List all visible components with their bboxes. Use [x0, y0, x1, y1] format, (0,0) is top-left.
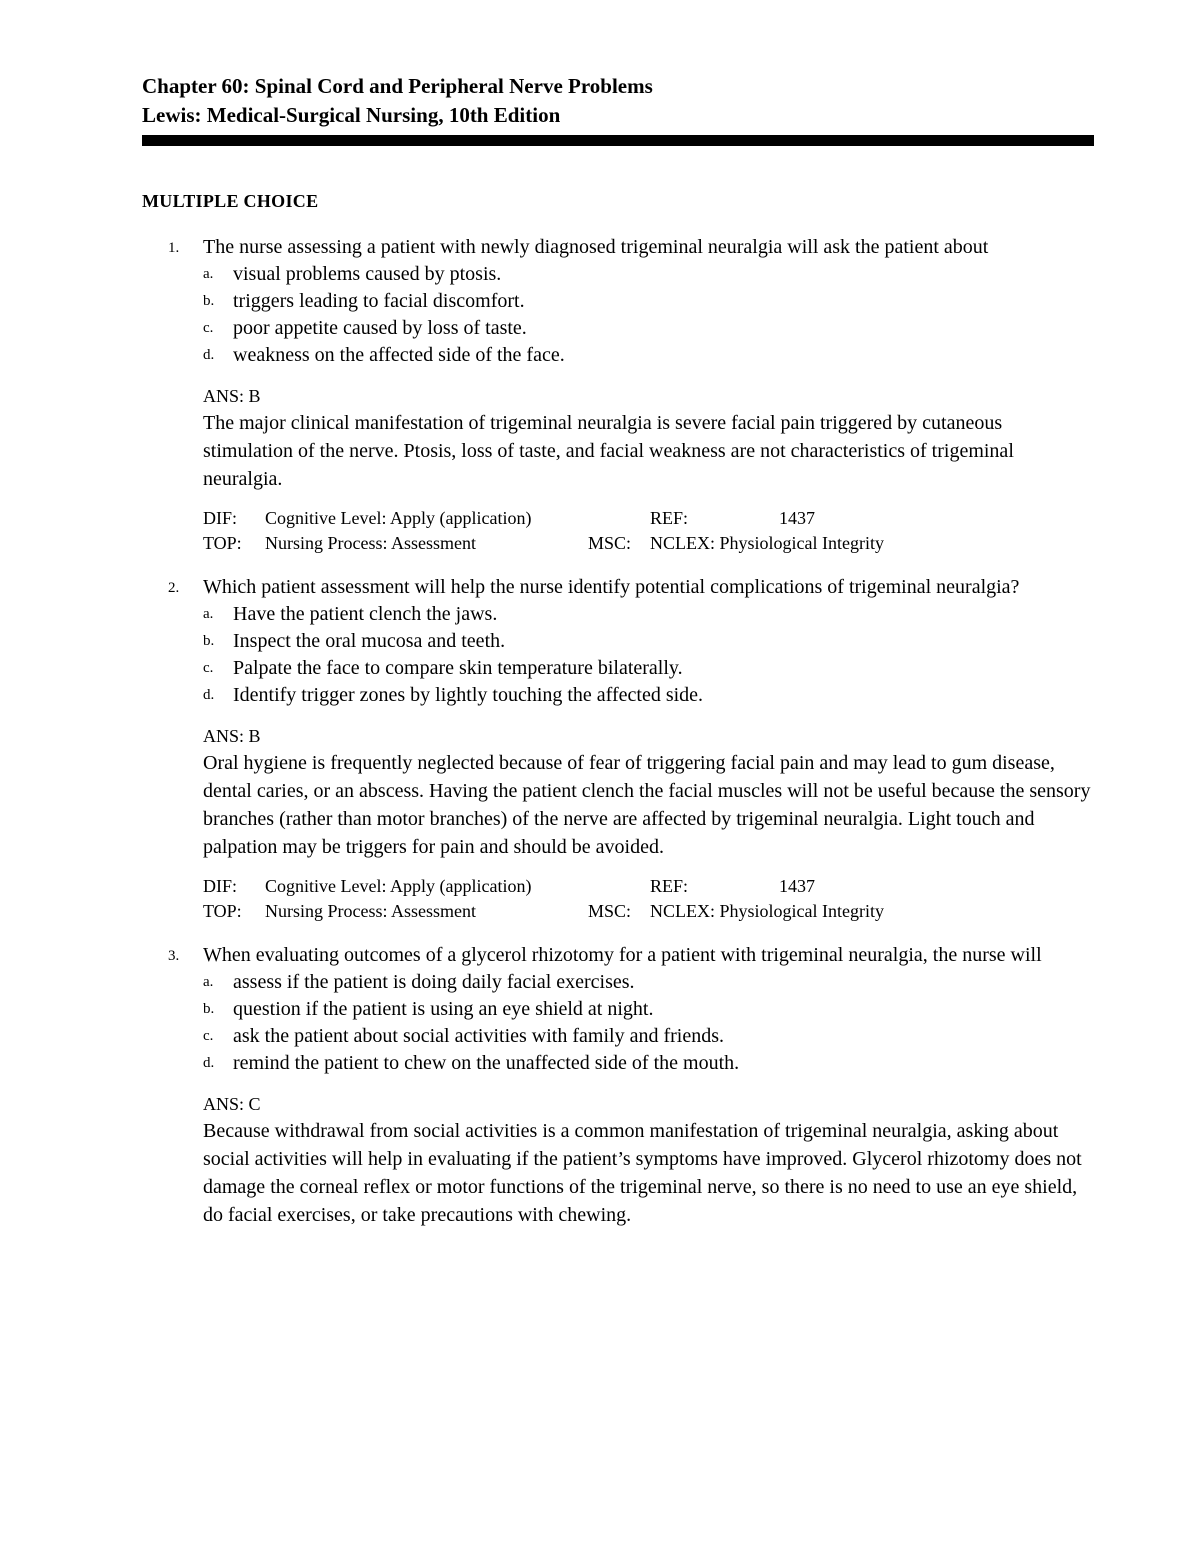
choice-text: ask the patient about social activities with family and friends.	[233, 1025, 724, 1047]
msc-label: MSC:	[588, 901, 632, 921]
choice-b	[203, 996, 1094, 1023]
answer-key: ANS: B	[203, 726, 261, 746]
choice-letter: b.	[203, 633, 215, 649]
ref-value: 1437	[779, 876, 815, 896]
choice-letter: a.	[203, 974, 214, 990]
choice-a	[203, 969, 1094, 996]
answer-choices	[203, 969, 1094, 1077]
choice-a	[203, 261, 1094, 288]
document-page	[142, 72, 1094, 1229]
choice-text: Identify trigger zones by lightly touching the affected side.	[233, 684, 704, 706]
choice-a	[203, 601, 1094, 628]
metadata-row	[203, 874, 1094, 899]
ref-label: REF:	[650, 508, 689, 528]
answer-choices	[203, 261, 1094, 369]
metadata-row	[203, 531, 1094, 556]
dif-value: Cognitive Level: Apply (application)	[265, 876, 532, 896]
rationale-text: Because withdrawal from social activities is a common manifestation of trigeminal neuralgia, asking about social activities will help in evaluating if the patient’s symptoms have improved. Glycerol rhizotomy does not damage the corneal reflex or motor functions of the trigeminal nerve, so there is no need to use an eye shield, do facial exercises, or take precautions with chewing.	[203, 1120, 1082, 1226]
question-3	[142, 942, 1094, 1229]
ref-label: REF:	[650, 876, 689, 896]
choice-d	[203, 682, 1094, 709]
choice-letter: d.	[203, 347, 215, 363]
question-2	[142, 574, 1094, 924]
metadata-row	[203, 899, 1094, 924]
question-number: 1.	[168, 240, 180, 256]
document-header	[142, 72, 1094, 146]
question-number: 3.	[168, 948, 180, 964]
metadata-row	[203, 506, 1094, 531]
answer-key: ANS: B	[203, 386, 261, 406]
choice-text: Palpate the face to compare skin temperature bilaterally.	[233, 657, 683, 679]
choice-letter: a.	[203, 606, 214, 622]
dif-value: Cognitive Level: Apply (application)	[265, 508, 532, 528]
top-value: Nursing Process: Assessment	[265, 533, 476, 553]
section-heading: MULTIPLE CHOICE	[142, 191, 319, 211]
choice-text: assess if the patient is doing daily facial exercises.	[233, 971, 635, 993]
msc-label: MSC:	[588, 533, 632, 553]
choice-b	[203, 288, 1094, 315]
choice-text: Inspect the oral mucosa and teeth.	[233, 630, 506, 652]
question-number: 2.	[168, 580, 180, 596]
dif-label: DIF:	[203, 508, 238, 528]
choice-c	[203, 1023, 1094, 1050]
choice-c	[203, 655, 1094, 682]
choice-text: triggers leading to facial discomfort.	[233, 290, 525, 312]
choice-text: Have the patient clench the jaws.	[233, 603, 498, 625]
rationale-text: Oral hygiene is frequently neglected because of fear of triggering facial pain and may lead to gum disease, dental caries, or an abscess. Having the patient clench the facial muscles will not be useful because the sensory branches (rather than motor branches) of the nerve are affected by trigeminal neuralgia. Light touch and palpation may be triggers for pain and should be avoided.	[203, 752, 1091, 858]
top-label: TOP:	[203, 901, 242, 921]
choice-text: poor appetite caused by loss of taste.	[233, 317, 527, 339]
rationale-text: The major clinical manifestation of trigeminal neuralgia is severe facial pain triggered by cutaneous stimulation of the nerve. Ptosis, loss of taste, and facial weakness are not characteristics of trigeminal neuralgia.	[203, 412, 1014, 490]
question-metadata	[203, 506, 1094, 556]
choice-c	[203, 315, 1094, 342]
dif-label: DIF:	[203, 876, 238, 896]
choice-letter: c.	[203, 660, 214, 676]
choice-b	[203, 628, 1094, 655]
header-rule	[142, 135, 1094, 146]
ref-value: 1437	[779, 508, 815, 528]
msc-value: NCLEX: Physiological Integrity	[650, 901, 884, 921]
choice-d	[203, 1050, 1094, 1077]
question-1	[142, 234, 1094, 556]
choice-text: visual problems caused by ptosis.	[233, 263, 502, 285]
choice-letter: c.	[203, 320, 214, 336]
choice-text: question if the patient is using an eye shield at night.	[233, 998, 654, 1020]
answer-key: ANS: C	[203, 1094, 261, 1114]
choice-letter: b.	[203, 1001, 215, 1017]
question-stem: The nurse assessing a patient with newly diagnosed trigeminal neuralgia will ask the patient about	[203, 236, 989, 258]
question-metadata	[203, 874, 1094, 924]
top-label: TOP:	[203, 533, 242, 553]
choice-text: weakness on the affected side of the face.	[233, 344, 565, 366]
msc-value: NCLEX: Physiological Integrity	[650, 533, 884, 553]
question-stem: When evaluating outcomes of a glycerol rhizotomy for a patient with trigeminal neuralgia, the nurse will	[203, 944, 1042, 966]
chapter-title: Chapter 60: Spinal Cord and Peripheral Nerve Problems	[142, 74, 653, 98]
book-title: Lewis: Medical-Surgical Nursing, 10th Edition	[142, 103, 561, 127]
choice-text: remind the patient to chew on the unaffected side of the mouth.	[233, 1052, 740, 1074]
top-value: Nursing Process: Assessment	[265, 901, 476, 921]
choice-letter: a.	[203, 266, 214, 282]
question-stem: Which patient assessment will help the nurse identify potential complications of trigeminal neuralgia?	[203, 576, 1020, 598]
choice-letter: d.	[203, 1055, 215, 1071]
choice-letter: d.	[203, 687, 215, 703]
answer-choices	[203, 601, 1094, 709]
choice-letter: b.	[203, 293, 215, 309]
choice-letter: c.	[203, 1028, 214, 1044]
choice-d	[203, 342, 1094, 369]
